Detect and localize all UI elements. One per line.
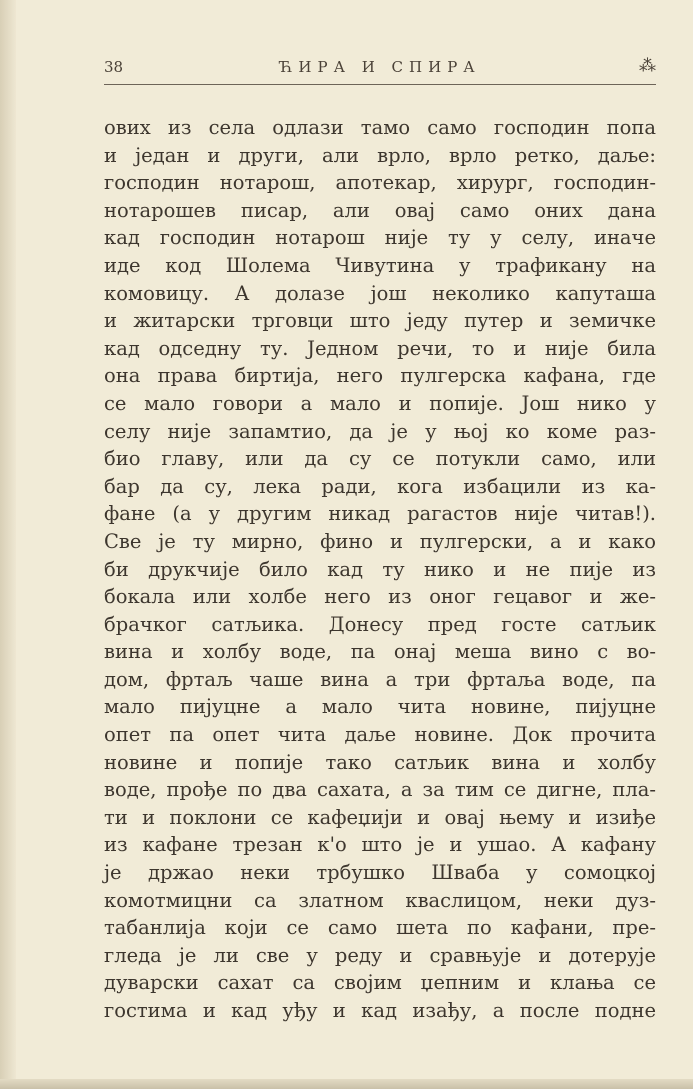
text-line: и житарски трговци што једу путер и земичке (104, 309, 656, 333)
text-line: воде, прође по два сахата, а за тим се дигне, пла- (104, 778, 656, 802)
text-line: мало пијуцне а мало чита новине, пијуцне (104, 695, 656, 719)
header-rule (104, 84, 656, 85)
page-number: 38 (104, 58, 124, 76)
text-line: кад одседну ту. Једном речи, то и није била (104, 336, 656, 360)
text-line: кад господин нотарош није ту у селу, иначе (104, 226, 656, 250)
text-line: гостима и кад уђу и кад изађу, а после подне (104, 999, 656, 1022)
page-gutter-shadow (0, 0, 16, 1089)
text-line: табанлија који се само шета по кафани, пре- (104, 916, 656, 940)
text-line: фане (а у другим никад рагастов није читав!). (104, 502, 656, 526)
text-line: нотарошев писар, али овај само оних дана (104, 198, 656, 222)
text-line: комотмицни са златном кваслицом, неки дуз- (104, 888, 656, 912)
text-line: вина и холбу воде, па онај меша вино с во- (104, 640, 656, 664)
text-line: Све је ту мирно, фино и пулгерски, а и како (104, 529, 656, 553)
text-line: брачког сатљика. Донесу пред госте сатљик (104, 612, 656, 636)
text-line: би друкчије било кад ту нико и не пије из (104, 557, 656, 581)
text-line: бар да су, лека ради, кога избацили из ка- (104, 474, 656, 498)
text-line: бокала или холбе него из оног гецавог и же- (104, 585, 656, 609)
text-line: иде код Шолема Чивутина у трафикану на (104, 253, 656, 277)
text-line: ових из села одлази тамо само господин попа (104, 116, 656, 139)
text-line: комовицу. А долазе још неколико капуташа (104, 281, 656, 305)
running-title: ЋИРА И СПИРА (279, 58, 481, 76)
text-line: опет па опет чита даље новине. Док прочита (104, 723, 656, 747)
text-line: дуварски сахат са својим џепним и клања се (104, 971, 656, 995)
text-line: новине и попије тако сатљик вина и холбу (104, 750, 656, 774)
text-line: гледа је ли све у реду и сравњује и дотерује (104, 943, 656, 967)
text-line: господин нотарош, апотекар, хирург, господин- (104, 171, 656, 195)
text-line: из кафане трезан к'о што је и ушао. А кафану (104, 833, 656, 857)
running-head (104, 56, 656, 84)
text-line: дом, фртаљ чаше вина а три фртаља воде, па (104, 667, 656, 691)
text-line: се мало говори а мало и попије. Још нико у (104, 391, 656, 415)
text-line: био главу, или да су се потукли само, или (104, 447, 656, 471)
text-line: је држао неки трбушко Шваба у сомоцкој (104, 861, 656, 885)
text-line: ти и поклони се кафеџији и овај њему и изиђе (104, 805, 656, 829)
ornament-icon: ⁂ (639, 56, 656, 76)
text-line: селу није запамтио, да је у њој ко коме раз- (104, 419, 656, 443)
text-line: и један и други, али врло, врло ретко, даље: (104, 143, 656, 167)
body-text (104, 114, 656, 1025)
text-line: она права биртија, него пулгерска кафана, где (104, 364, 656, 388)
page-bottom-edge (0, 1079, 693, 1089)
